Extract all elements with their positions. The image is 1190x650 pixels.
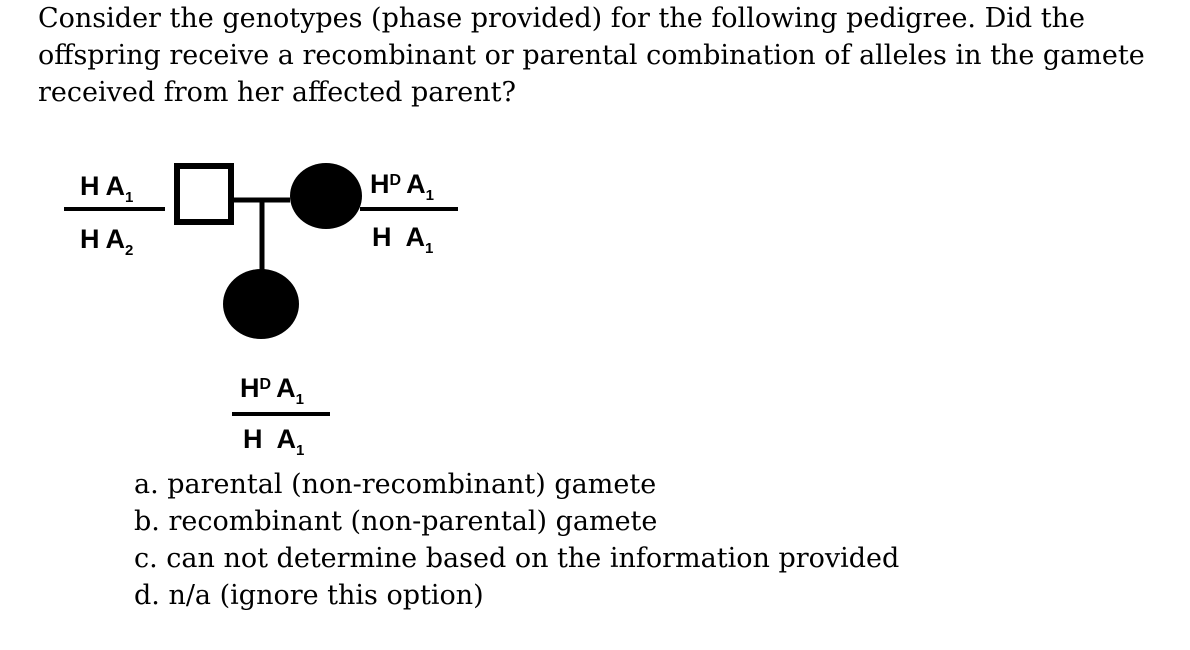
option-d[interactable]: d. n/a (ignore this option): [134, 580, 484, 611]
option-b[interactable]: b. recombinant (non-parental) gamete: [134, 506, 658, 537]
offspring-top-allele: $H^D$ $A_1$: [240, 373, 304, 408]
father-top-allele: H $A_1$: [80, 171, 134, 206]
option-a[interactable]: a. parental (non-recombinant) gamete: [134, 469, 657, 500]
offspring-bottom-allele: H $A_1$: [243, 424, 305, 459]
mother-top-allele: $H^D$ $A_1$: [370, 169, 434, 204]
option-c[interactable]: c. can not determine based on the information provided: [134, 543, 900, 574]
mother-bottom-allele: H $A_1$: [372, 222, 434, 257]
offspring-genotype: [232, 373, 330, 459]
offspring-circle: [223, 269, 299, 339]
question-text: Consider the genotypes (phase provided) for the following pedigree. Did the offspring receive a recombinant or parental combination of alleles in the gamete received from her affected parent?: [38, 3, 1145, 108]
father-genotype: [64, 171, 165, 259]
answer-options: [134, 466, 899, 614]
mother-circle: [290, 163, 362, 229]
mother-genotype: [360, 169, 458, 257]
father-square: [177, 166, 231, 222]
father-bottom-allele: H $A_2$: [80, 224, 134, 259]
